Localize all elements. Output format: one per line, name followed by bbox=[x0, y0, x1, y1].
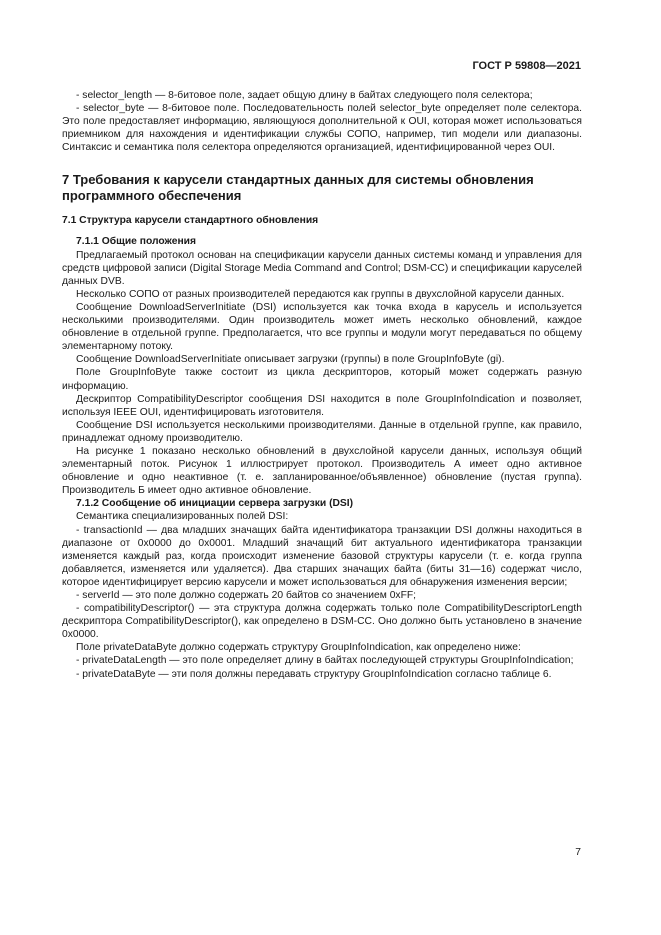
paragraph-selector-length: - selector_length — 8-битовое поле, задает общую длину в байтах следующего поля селектора; bbox=[76, 90, 533, 101]
paragraph: - transactionId — два младших значащих байта идентификатора транзакции DSI должны находиться в диапазоне от 0x0000 до 0x0001. Младший значащий бит актуального идентификатора транзакции изменяется каждый раз, когда происходит изменение базовой структуры карусели (т. е. когда группа добавляется, изменяется или удаляется). Два старших значащих байта (биты 31—16) содержат число, которое идентифицирует версию карусели и может использоваться для обнаружения изменения версии; bbox=[62, 524, 582, 588]
paragraph: Сообщение DownloadServerInitiate (DSI) используется как точка входа в карусель и используется несколькими производителями. Один производитель может иметь несколько обновлений, каждое обновление в отдельной группе. Предполагается, что все группы и модули могут передаваться по общему элементарному потоку. bbox=[62, 301, 582, 353]
paragraph: Сообщение DSI используется несколькими производителями. Данные в отдельной группе, как правило, принадлежат одному производителю. bbox=[62, 419, 582, 444]
paragraph: Несколько СОПО от разных производителей передаются как группы в двухслойной карусели данных. bbox=[76, 288, 565, 300]
paragraph: Сообщение DownloadServerInitiate описывает загрузки (группы) в поле GroupInfoByte (gi). bbox=[76, 354, 505, 366]
section-7-1-2-title: 7.1.2 Сообщение об инициации сервера загрузки (DSI) bbox=[76, 498, 354, 510]
paragraph: Поле GroupInfoByte также состоит из цикла дескрипторов, который может содержать разную информацию. bbox=[62, 367, 582, 392]
section-7-1-1-title: 7.1.1 Общие положения bbox=[76, 236, 196, 248]
page-content bbox=[62, 89, 582, 681]
paragraph: - privateDataByte — эти поля должны передавать структуру GroupInfoIndication согласно таблице 6. bbox=[76, 668, 552, 680]
paragraph: Семантика специализированных полей DSI: bbox=[76, 511, 289, 523]
paragraph: Дескриптор CompatibilityDescriptor сообщения DSI находится в поле GroupInfoIndication и позволяет, используя IEEE OUI, идентифицировать изготовителя. bbox=[62, 393, 582, 418]
paragraph-selector-byte: - selector_byte — 8-битовое поле. Последовательность полей selector_byte определяет поле селектора. Это поле предоставляет информацию, являющуюся дополнительной к OUI, которая может использоваться приемником для нахождения и идентификации службы СОПО, например, тип модели или диапазоны. Синтаксис и семантика поля селектора определяются организацией, идентифицированной через OUI. bbox=[62, 103, 582, 154]
paragraph: На рисунке 1 показано несколько обновлений в двухслойной карусели данных, используя общий элементарный поток. Рисунок 1 иллюстрирует протокол. Производитель А имеет одно активное обновление и одно неактивное (т. е. запланированное/объявленное) обновление (пустая группа). Производитель Б имеет одно активное обновление. bbox=[62, 445, 582, 497]
paragraph: - privateDataLength — это поле определяет длину в байтах последующей структуры GroupInfoIndication; bbox=[76, 655, 574, 667]
standard-number: ГОСТ Р 59808—2021 bbox=[472, 60, 581, 72]
paragraph: - serverId — это поле должно содержать 20 байтов со значением 0xFF; bbox=[76, 590, 417, 601]
paragraph: - compatibilityDescriptor() — эта структура должна содержать только поле CompatibilityDescriptorLength дескриптора CompatibilityDescriptor(), как определено в DSM-CC. Оно должно быть установлено в значение 0x0000. bbox=[62, 603, 582, 641]
page-number: 7 bbox=[575, 847, 581, 858]
section-7-1-title: 7.1 Структура карусели стандартного обновления bbox=[62, 215, 319, 227]
section-7-title: 7 Требования к карусели стандартных данных для системы обновления программного обеспечения bbox=[62, 172, 534, 204]
paragraph: Предлагаемый протокол основан на спецификации карусели данных системы команд и управления для средств цифровой записи (Digital Storage Media Command and Control; DSM-CC) и спецификации каруселей данных DVB. bbox=[62, 249, 582, 287]
paragraph: Поле privateDataByte должно содержать структуру GroupInfoIndication, как определено ниже: bbox=[76, 642, 521, 654]
